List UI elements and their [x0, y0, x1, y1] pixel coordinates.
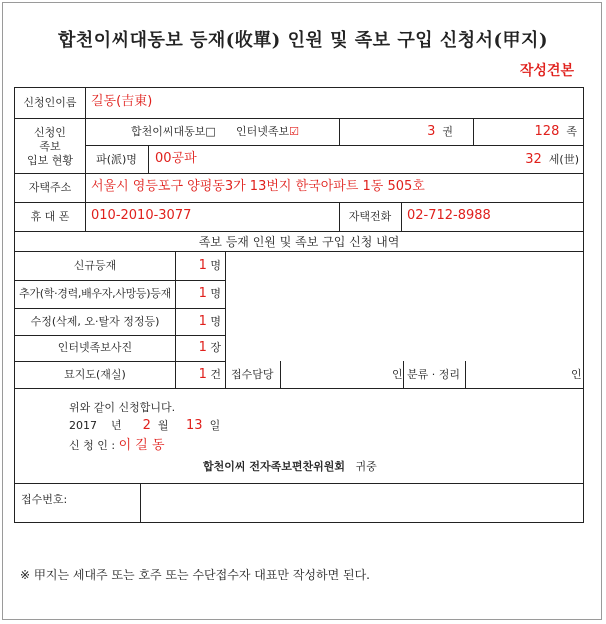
purchase-label-1: 신청인 [34, 126, 66, 139]
home-phone-value: 02-712-8988 [407, 208, 491, 223]
request-label: 인터넷족보사진 [57, 341, 133, 354]
generation-value: 32 [525, 152, 542, 167]
date-day-unit: 일 [209, 419, 221, 432]
request-count [175, 341, 221, 355]
branch-value: 00공파 [155, 151, 197, 166]
section-heading: 족보 등재 인원 및 족보 구입 신청 내역 [198, 235, 400, 249]
request-label: 추가(학·경력,배우자,사망등)등재 [19, 287, 171, 300]
sample-label: 작성견본 [519, 63, 574, 79]
date [69, 419, 220, 433]
date-month-unit: 월 [157, 419, 169, 432]
date-year-unit: 년 [111, 419, 122, 432]
sort-seal: 인 [571, 368, 582, 381]
request-label: 신규등재 [73, 259, 117, 272]
branch-label: 파(派)명 [96, 153, 137, 166]
honorific: 귀중 [355, 460, 377, 473]
application-form [14, 87, 584, 523]
generation-unit: 세(世) [548, 153, 579, 166]
request-unit: 명 [210, 259, 221, 272]
request-count [175, 315, 221, 329]
receipt-number-field[interactable] [141, 484, 582, 522]
staff-seal: 인 [392, 368, 403, 381]
volumes-value: 3 [427, 124, 436, 139]
generation [475, 153, 579, 167]
online-option [236, 125, 299, 139]
request-unit: 장 [210, 341, 221, 354]
purchase-label-3: 입보 현황 [26, 154, 73, 167]
request-value: 1 [198, 286, 207, 301]
request-label: 수정(삭제, 오·탈자 정정등) [30, 315, 160, 328]
book-option-label: 합천이씨대동보 [131, 125, 206, 138]
signer-value: 이 길 동 [118, 438, 165, 453]
book-checkbox[interactable]: □ [205, 125, 216, 138]
mobile-value: 010-2010-3077 [91, 208, 192, 223]
request-value: 1 [198, 314, 207, 329]
applicant-label: 신청인이름 [23, 96, 77, 109]
form-title: 합천이씨대동보 등재(收單) 인원 및 족보 구입 신청서(甲지) [58, 30, 548, 51]
request-label: 묘지도(재실) [64, 368, 126, 381]
date-day: 13 [186, 418, 203, 433]
book-option [131, 125, 216, 139]
request-unit: 건 [210, 368, 221, 381]
address-value: 서울시 영등포구 양평동3가 13번지 한국아파트 1동 505호 [91, 179, 425, 194]
purchase-label-2: 족보 [39, 140, 61, 153]
signer-label: 신 청 인 : [69, 439, 116, 452]
copies-unit: 족 [566, 125, 577, 138]
copies-count [479, 125, 577, 139]
committee-line [203, 460, 377, 474]
mobile-label: 휴 대 폰 [30, 210, 70, 223]
copies-value: 128 [534, 124, 560, 139]
date-year: 2017 [69, 419, 97, 432]
sort-label: 분류 · 정리 [407, 368, 460, 381]
applicant-name: 길동(吉東) [91, 94, 153, 109]
home-phone-label: 자택전화 [348, 210, 392, 223]
staff-label: 접수담당 [231, 368, 274, 381]
date-month: 2 [142, 418, 151, 433]
receipt-number-label: 접수번호: [21, 493, 68, 506]
request-unit: 명 [210, 315, 221, 328]
request-value: 1 [198, 258, 207, 273]
online-checkbox[interactable]: ☑ [289, 125, 300, 138]
volumes-unit: 권 [442, 125, 453, 138]
footnote: ※ 甲지는 세대주 또는 호주 또는 수단접수자 대표만 작성하면 된다. [20, 568, 371, 582]
address-label: 자택주소 [28, 181, 72, 194]
request-unit: 명 [210, 287, 221, 300]
volumes-count [345, 125, 453, 139]
request-value: 1 [198, 367, 207, 382]
request-count [175, 259, 221, 273]
request-value: 1 [198, 340, 207, 355]
statement: 위와 같이 신청합니다. [69, 401, 176, 414]
online-option-label: 인터넷족보 [236, 125, 290, 138]
request-count [175, 368, 221, 382]
request-count [175, 287, 221, 301]
signer [69, 439, 165, 453]
committee-name: 합천이씨 전자족보편찬위원회 [203, 460, 345, 473]
